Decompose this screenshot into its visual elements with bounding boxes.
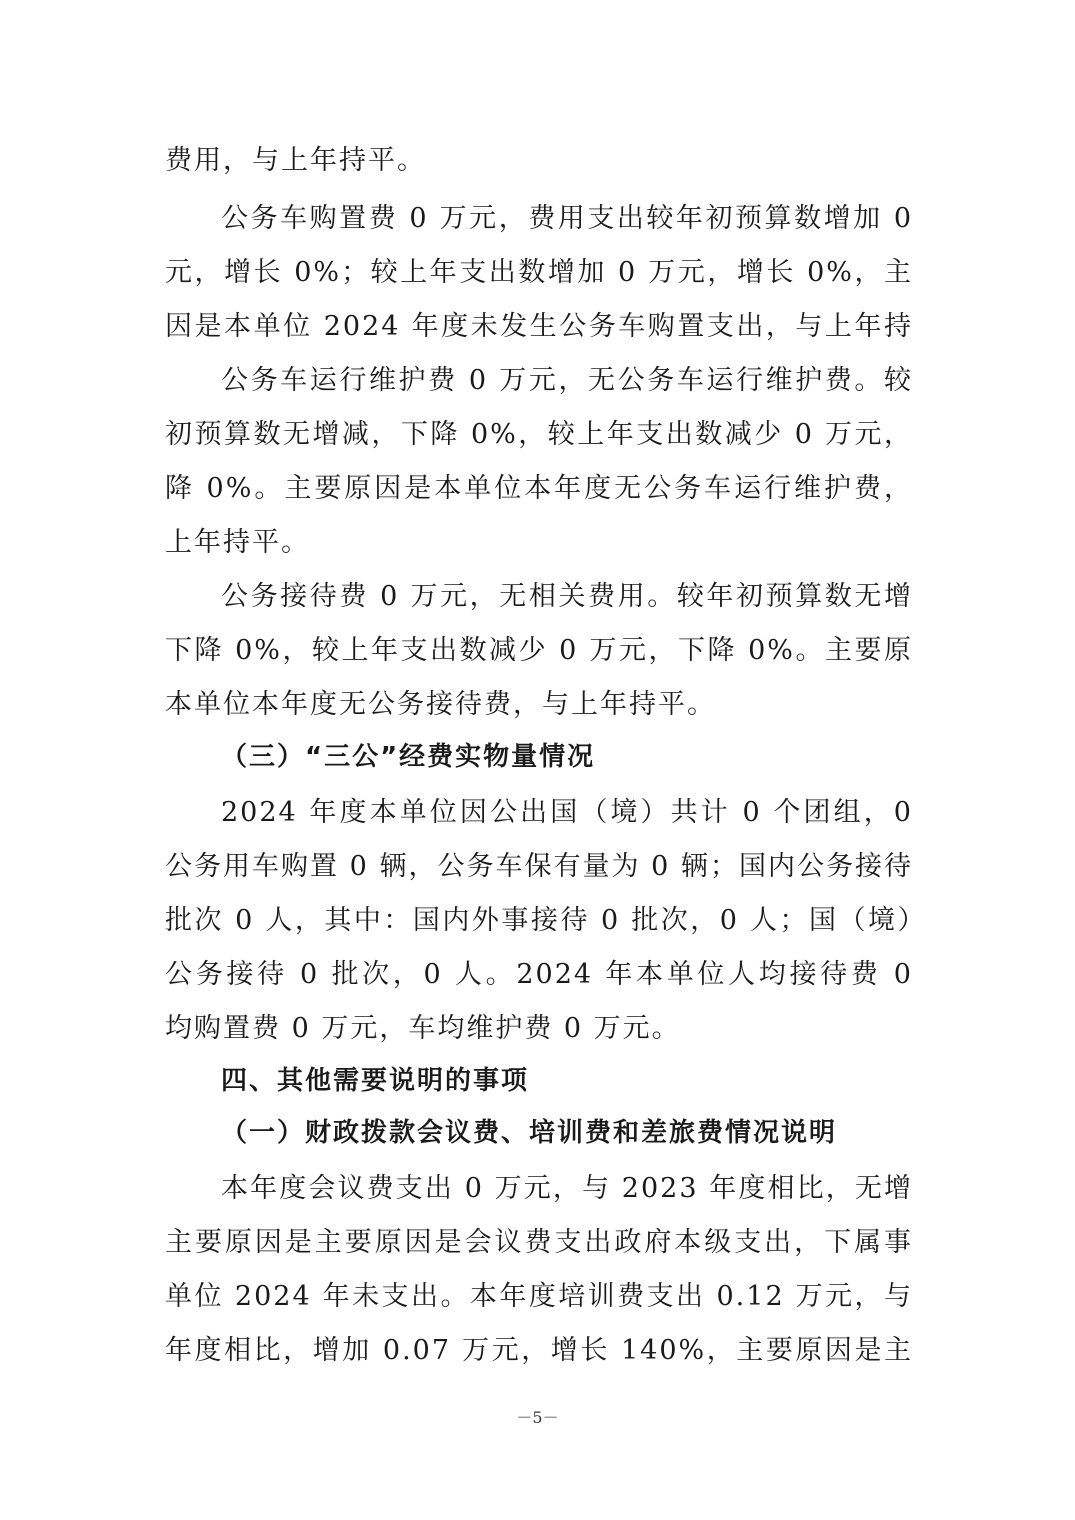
paragraph-line: 2024 年度本单位因公出国（境）共计 0 个团组，0 (221, 797, 913, 828)
section-heading: （一）财政拨款会议费、培训费和差旅费情况说明 (221, 1118, 838, 1148)
paragraph-line: 本单位本年度无公务接待费，与上年持平。 (165, 689, 716, 720)
paragraph-line: 费用，与上年持平。 (165, 145, 426, 176)
paragraph-line: 本年度会议费支出 0 万元，与 2023 年度相比，无增 (221, 1173, 913, 1204)
paragraph-line: 主要原因是主要原因是会议费支出政府本级支出，下属事 (165, 1227, 913, 1258)
paragraph-line: 年度相比，增加 0.07 万元，增长 140%，主要原因是主 (165, 1335, 913, 1366)
paragraph-line: 公务接待 0 批次，0 人。2024 年本单位人均接待费 0 (165, 959, 913, 990)
section-heading: （三）“三公”经费实物量情况 (221, 742, 596, 772)
paragraph-line: 批次 0 人，其中：国内外事接待 0 批次，0 人；国（境） (165, 905, 913, 936)
paragraph-line: 公务车运行维护费 0 万元，无公务车运行维护费。较 (221, 365, 913, 396)
paragraph-line: 因是本单位 2024 年度未发生公务车购置支出，与上年持 (165, 311, 913, 342)
paragraph-line: 公务车购置费 0 万元，费用支出较年初预算数增加 0 (221, 203, 913, 234)
paragraph-line: 上年持平。 (165, 527, 310, 558)
paragraph-line: 公务接待费 0 万元，无相关费用。较年初预算数无增 (221, 581, 913, 612)
paragraph-line: 元，增长 0%；较上年支出数增加 0 万元，增长 0%，主 (165, 257, 913, 288)
paragraph-line: 降 0%。主要原因是本单位本年度无公务车运行维护费， (165, 473, 913, 504)
paragraph-line: 初预算数无增减，下降 0%，较上年支出数减少 0 万元， (165, 419, 913, 450)
paragraph-line: 均购置费 0 万元，车均维护费 0 万元。 (165, 1013, 681, 1044)
paragraph-line: 单位 2024 年未支出。本年度培训费支出 0.12 万元，与 (165, 1281, 913, 1312)
page-number: －5－ (516, 1408, 559, 1427)
paragraph-line: 下降 0%，较上年支出数减少 0 万元，下降 0%。主要原 (165, 635, 913, 666)
chapter-heading: 四、其他需要说明的事项 (221, 1066, 530, 1096)
paragraph-line: 公务用车购置 0 辆，公务车保有量为 0 辆；国内公务接待 (165, 851, 913, 882)
